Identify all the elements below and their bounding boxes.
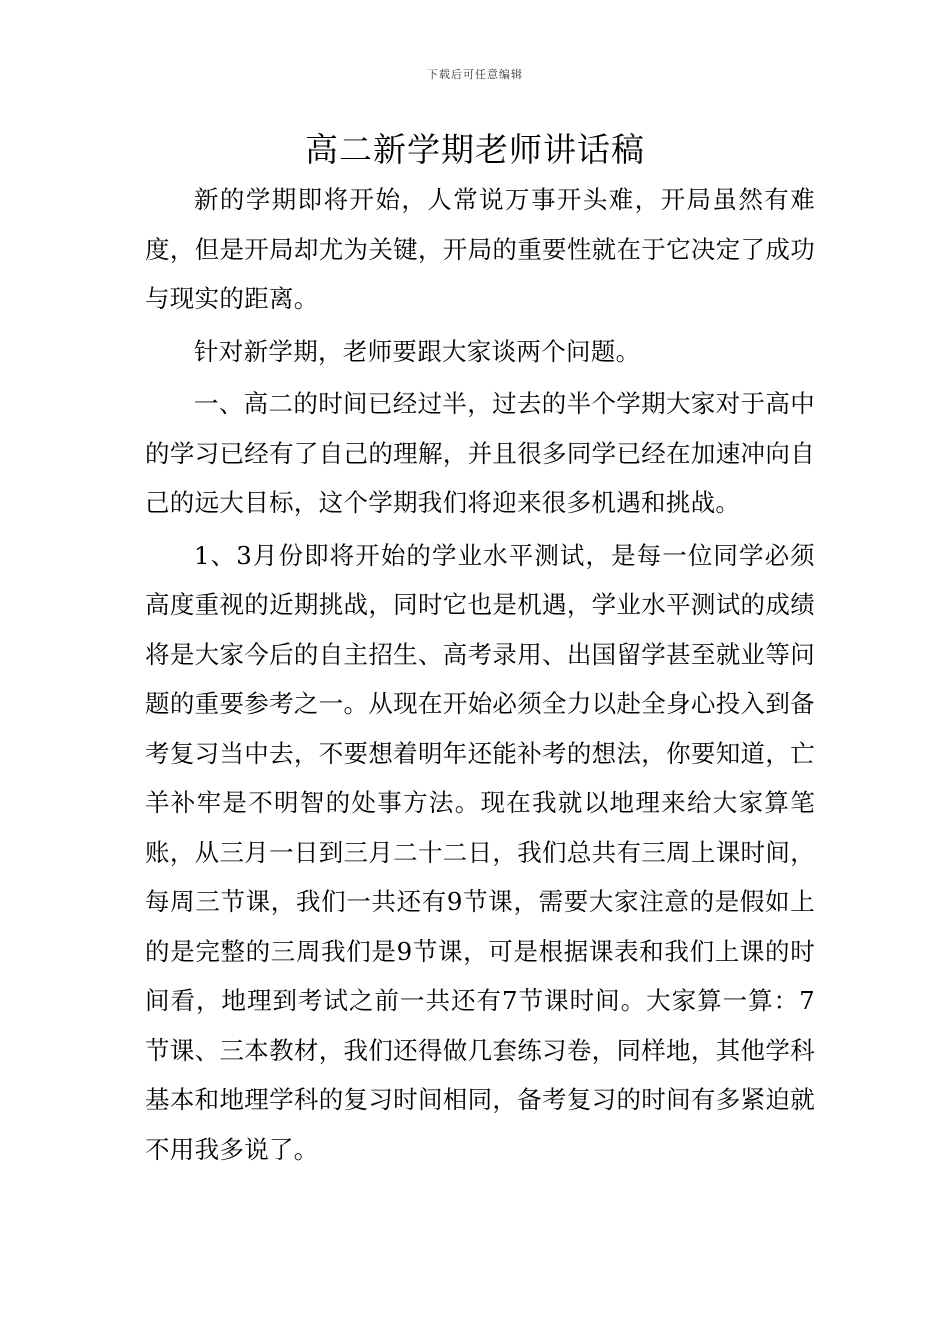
paragraph-intro: 新的学期即将开始，人常说万事开头难，开局虽然有难度，但是开局却尤为关键，开局的重要性就在于它决定了成功与现实的距离。 [145, 185, 815, 313]
paragraph-point-one: 1、3月份即将开始的学业水平测试，是每一位同学必须高度重视的近期挑战，同时它也是机遇，学业水平测试的成绩将是大家今后的自主招生、高考录用、出国留学甚至就业等问题的重要参考之一。从现在开始必须全力以赴全身心投入到备考复习当中去，不要想着明年还能补考的想法，你要知道，亡羊补牢是不明智的处事方法。现在我就以地理来给大家算笔账，从三月一日到三月二十二日，我们总共有三周上课时间，每周三节课，我们一共还有9节课，需要大家注意的是假如上的是完整的三周我们是9节课，可是根据课表和我们上课的时间看，地理到考试之前一共还有7节课时间。大家算一算：7节课、三本教材，我们还得做几套练习卷，同样地，其他学科基本和地理学科的复习时间相同，备考复习的时间有多紧迫就不用我多说了。 [145, 540, 815, 1164]
document-body [145, 175, 815, 1177]
paragraph-topics: 针对新学期，老师要跟大家谈两个问题。 [194, 336, 641, 366]
paragraph-section-one: 一、高二的时间已经过半，过去的半个学期大家对于高中的学习已经有了自己的理解，并且很多同学已经在加速冲向自己的远大目标，这个学期我们将迎来很多机遇和挑战。 [145, 389, 815, 517]
document-title: 高二新学期老师讲话稿 [305, 130, 645, 169]
header-note: 下载后可任意编辑 [427, 68, 523, 81]
